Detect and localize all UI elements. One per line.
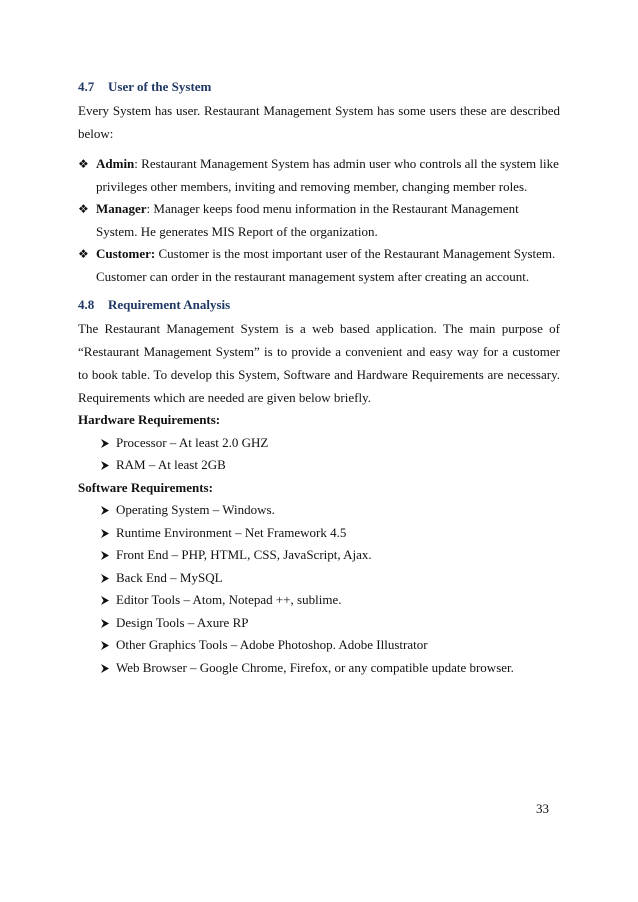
arrow-bullet-icon — [100, 505, 110, 516]
section-title: User of the System — [108, 79, 212, 94]
user-role: Manager — [96, 201, 147, 216]
arrow-bullet-icon — [100, 550, 110, 561]
list-item — [100, 589, 560, 612]
arrow-bullet-icon — [100, 618, 110, 629]
software-list — [78, 499, 560, 679]
list-item-text: Back End – MySQL — [116, 569, 223, 585]
list-item — [100, 567, 560, 590]
arrow-bullet-icon — [100, 663, 110, 674]
user-item-admin — [78, 153, 560, 198]
hardware-heading: Hardware Requirements: — [78, 412, 221, 427]
diamond-bullet-icon: ❖ — [78, 247, 89, 261]
list-item-text: Other Graphics Tools – Adobe Photoshop. Adobe Illustrator — [116, 637, 428, 652]
page-number: 33 — [536, 801, 549, 816]
user-role: Customer: — [96, 246, 156, 261]
software-heading: Software Requirements: — [78, 479, 213, 495]
user-role: Admin — [96, 156, 135, 171]
user-item-manager — [78, 198, 560, 243]
list-item — [100, 432, 560, 455]
arrow-bullet-icon — [100, 595, 110, 606]
arrow-bullet-icon — [100, 460, 110, 471]
user-desc: Restaurant Management System has admin user who controls all the system like privileges other members, inviting and removing member, changing member roles. — [96, 156, 559, 194]
arrow-bullet-icon — [100, 573, 110, 584]
list-item — [100, 454, 560, 477]
list-item — [100, 522, 560, 545]
list-item-text: Web Browser – Google Chrome, Firefox, or any compatible update browser. — [116, 659, 514, 675]
arrow-bullet-icon — [100, 438, 110, 449]
list-item — [100, 634, 560, 657]
section-heading-4-8 — [78, 296, 560, 314]
section-heading-4-7 — [78, 78, 560, 96]
user-role-sep: : — [134, 156, 138, 171]
list-item-text: Processor – At least 2.0 GHZ — [116, 434, 269, 450]
list-item-text: Design Tools – Axure RP — [116, 614, 249, 630]
arrow-bullet-icon — [100, 640, 110, 651]
section-number: 4.8 — [78, 297, 95, 312]
diamond-bullet-icon: ❖ — [78, 157, 89, 171]
arrow-bullet-icon — [100, 528, 110, 539]
list-item-text: Runtime Environment – Net Framework 4.5 — [116, 524, 347, 540]
user-role-sep: : — [146, 201, 151, 216]
user-list — [78, 153, 560, 288]
user-desc: Customer is the most important user of the Restaurant Management System. Customer can order in the restaurant management system after creating an account. — [96, 246, 556, 284]
list-item-text: Editor Tools – Atom, Notepad ++, sublime. — [116, 592, 342, 607]
diamond-bullet-icon: ❖ — [78, 202, 89, 216]
hardware-list — [78, 432, 560, 477]
list-item — [100, 612, 560, 635]
list-item-text: Operating System – Windows. — [116, 502, 275, 517]
section-title: Requirement Analysis — [108, 297, 231, 312]
section-intro: Every System has user. Restaurant Management System has some users these are described below: — [78, 103, 560, 141]
section-number: 4.7 — [78, 79, 95, 94]
list-item-text: RAM – At least 2GB — [116, 457, 226, 472]
section-intro: The Restaurant Management System is a web based application. The main purpose of “Restaurant Management System” is to provide a convenient and easy way for a customer to book table. To develop this System, Software and Hardware Requirements are necessary. Requirements which are needed are given below briefly. — [78, 321, 560, 405]
user-item-customer — [78, 243, 560, 288]
list-item — [100, 499, 560, 522]
document-page — [78, 78, 560, 679]
user-desc: Manager keeps food menu information in the Restaurant Management System. He generates MIS Report of the organization. — [96, 201, 519, 239]
list-item — [100, 544, 560, 567]
list-item — [100, 657, 560, 680]
list-item-text: Front End – PHP, HTML, CSS, JavaScript, Ajax. — [116, 547, 372, 562]
